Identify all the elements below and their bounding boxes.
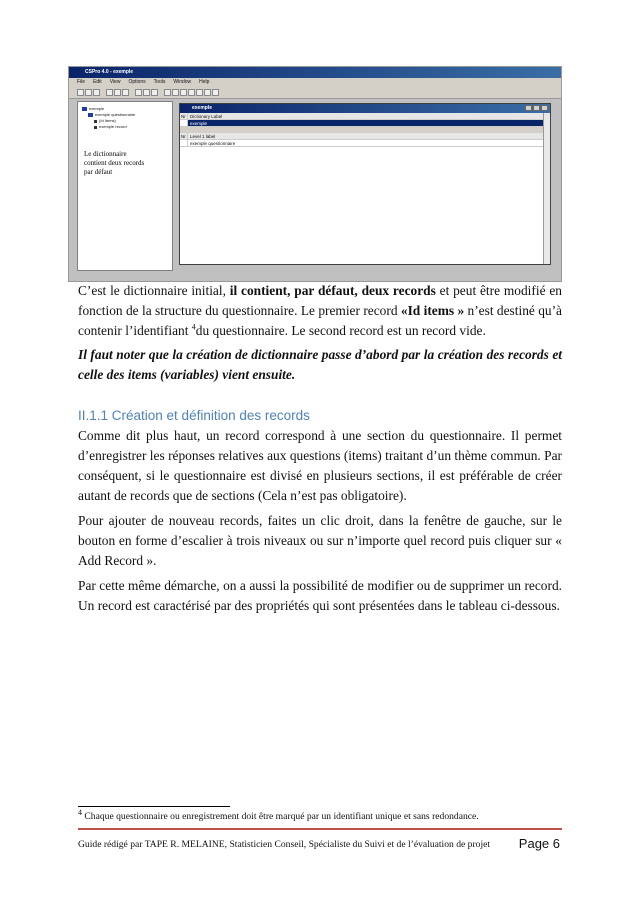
grid-header: Nr Level 1 label xyxy=(180,133,550,140)
tree-item: (Id Items) xyxy=(82,118,168,124)
undo-icon xyxy=(135,89,142,96)
paragraph-intro: C’est le dictionnaire initial, il contient, par défaut, deux records et peut être modifié en fonction de la structure du questionnaire. Le premier record «Id items » n’est destiné qu’à contenir l’identifiant $^4$du questionnaire. Le second record est un record vide. xyxy=(78,283,562,338)
close-icon xyxy=(541,105,548,111)
footer-text: Guide rédigé par TAPE R. MELAINE, Statisticien Conseil, Spécialiste du Suivi et de l’évaluation de projet xyxy=(78,839,491,850)
level-icon xyxy=(88,113,93,117)
paragraph-records: Comme dit plus haut, un record correspond à une section du questionnaire. Il permet d’enregistrer les réponses relatives aux questions (items) traitant d’un thème commun. Par conséquent, si le questionnaire est divisé en plusieurs sections, il est préférable de créer autant de records que de sections (Cela n’est pas obligatoire). xyxy=(78,428,562,503)
section-heading: II.1.1 Création et définition des records xyxy=(78,408,310,423)
tool-icon xyxy=(188,89,195,96)
grid-header: Nr Dictionary Label xyxy=(180,113,550,120)
tree-pane xyxy=(77,101,173,271)
tool-icon xyxy=(204,89,211,96)
find-icon xyxy=(151,89,158,96)
dictionary-window xyxy=(179,103,551,265)
tree-item: exemple xyxy=(82,106,168,112)
footnote-ref: 4 xyxy=(191,322,196,332)
copy-icon xyxy=(114,89,121,96)
paragraph-note: Il faut noter que la création de dictionnaire passe d’abord par la création des records et celle des items (variables) vient ensuite. xyxy=(78,347,562,382)
footnote-rule xyxy=(78,806,230,807)
cut-icon xyxy=(106,89,113,96)
footnote: $^4$ Chaque questionnaire ou enregistrement doit être marqué par un identifiant unique et sans redondance. xyxy=(78,807,479,822)
menu-options: Options xyxy=(128,79,146,85)
save-icon xyxy=(93,89,100,96)
tool-icon xyxy=(164,89,171,96)
open-icon xyxy=(85,89,92,96)
page-number: Page 6 xyxy=(518,836,560,851)
help-icon xyxy=(212,89,219,96)
tool-icon xyxy=(196,89,203,96)
app-title-bar: CSPro 4.0 - exemple xyxy=(69,67,561,78)
menu-help: Help xyxy=(199,79,210,85)
grid-row: exemple questionnaire xyxy=(180,140,550,147)
paragraph-modify: Par cette même démarche, on a aussi la possibilité de modifier ou de supprimer un record. Un record est caractérisé par des propriétés qui sont présentées dans le tableau ci-dessous. xyxy=(78,578,562,613)
new-icon xyxy=(77,89,84,96)
paste-icon xyxy=(122,89,129,96)
tree-item: exemple questionnaire xyxy=(82,112,168,118)
menu-view: View xyxy=(109,79,121,85)
menu-bar xyxy=(69,78,561,87)
redo-icon xyxy=(143,89,150,96)
grid-row: exemple xyxy=(180,120,550,127)
annotation-note: Le dictionnaire contient deux records par défaut xyxy=(84,150,145,176)
maximize-icon xyxy=(533,105,540,111)
dictionary-grid xyxy=(180,113,550,147)
cspro-screenshot xyxy=(68,66,562,282)
toolbar xyxy=(69,87,561,99)
record-icon xyxy=(94,120,97,123)
tool-icon xyxy=(172,89,179,96)
scrollbar xyxy=(543,113,550,264)
dictionary-icon xyxy=(82,107,87,111)
tool-icon xyxy=(180,89,187,96)
record-icon xyxy=(94,126,97,129)
menu-file: File xyxy=(77,79,86,85)
menu-tools: Tools xyxy=(153,79,166,85)
footer-rule xyxy=(78,828,562,830)
paragraph-add-record: Pour ajouter de nouveau records, faites un clic droit, dans la fenêtre de gauche, sur le bouton en forme d’escalier à trois niveaux ou sur n’importe quel record puis cliquer sur « Add Record ». xyxy=(78,513,562,568)
tree-item: exemple record xyxy=(82,124,168,130)
menu-edit: Edit xyxy=(93,79,102,85)
dictionary-window-title: exemple xyxy=(180,104,550,113)
minimize-icon xyxy=(525,105,532,111)
menu-window: Window xyxy=(173,79,192,85)
